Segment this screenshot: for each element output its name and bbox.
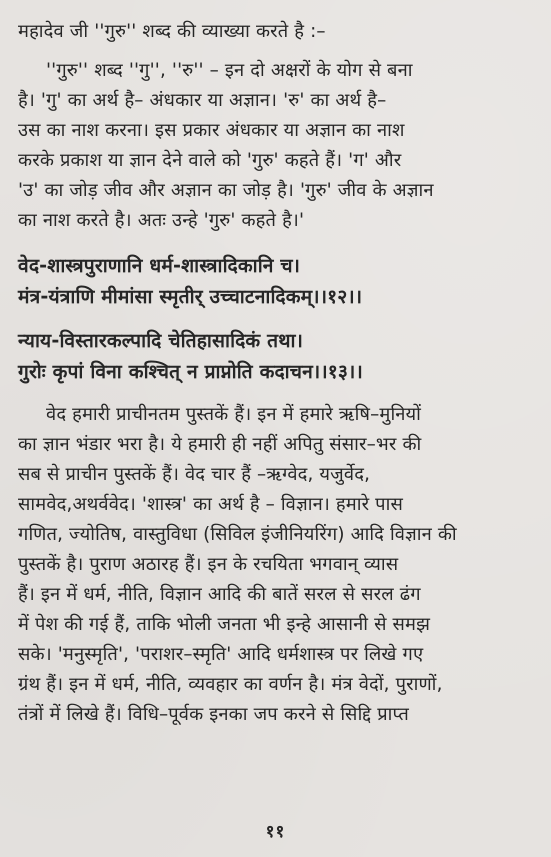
paragraph-line: सामवेद,अथर्ववेद। 'शास्त्र' का अर्थ है – विज्ञान। हमारे पास [18,494,403,515]
paragraph-line: में पेश की गई हैं, ताकि भोली जनता भी इन्हे आसानी से समझ [18,614,431,635]
paragraph-line: 'उ' का जोड़ जीव और अज्ञान का जोड़ है। 'गुरु' जीव के अज्ञान [18,180,434,201]
paragraph-scriptures [18,400,535,730]
verse-12 [18,250,535,312]
verse-line: मंत्र-यंत्राणि मीमांसा स्मृतीर् उच्चाटनादिकम्।।१२।। [18,285,363,308]
verse-line: गुरोः कृपां विना कश्चित् न प्राप्नोति कदाचन।।१३।। [18,360,363,383]
paragraph-line: का नाश करते है। अतः उन्हे 'गुरु' कहते है।' [18,210,305,231]
paragraph-line: है। 'गु' का अर्थ है– अंधकार या अज्ञान। 'रु' का अर्थ है– [18,90,387,111]
paragraph-line: ग्रंथ हैं। इन में धर्म, नीति, व्यवहार का वर्णन है। मंत्र वेदों, पुराणों, [18,674,443,695]
page-number: ११ [265,822,286,842]
paragraph-guru-meaning [18,56,535,236]
paragraph-line: गणित, ज्योतिष, वास्तुविधा (सिविल इंजीनियरिंग) आदि विज्ञान की [18,524,457,545]
verse-13 [18,325,535,387]
paragraph-line: ''गुरु'' शब्द ''गु'', ''रु'' – इन दो अक्षरों के योग से बना [46,60,413,81]
verse-line: न्याय-विस्तारकल्पादि चेतिहासादिकं तथा। [18,329,304,352]
intro-line: महादेव जी ''गुरु'' शब्द की व्याख्या करते है :– [18,21,326,42]
paragraph-line: करके प्रकाश या ज्ञान देने वाले को 'गुरु' कहते हैं। 'ग' और [18,150,402,171]
verse-line: वेद-शास्त्रपुराणानि धर्म-शास्त्रादिकानि च। [18,254,301,277]
paragraph-line: वेद हमारी प्राचीनतम पुस्तकें हैं। इन में हमारे ऋषि–मुनियों [46,404,422,425]
paragraph-line: पुस्तकें है। पुराण अठारह हैं। इन के रचयिता भगवान् व्यास [18,554,399,575]
paragraph-line: का ज्ञान भंडार भरा है। ये हमारी ही नहीं अपितु संसार–भर की [18,434,422,455]
paragraph-line: उस का नाश करना। इस प्रकार अंधकार या अज्ञान का नाश [18,120,405,141]
paragraph-line: तंत्रों में लिखे हैं। विधि–पूर्वक इनका जप करने से सिद्दि प्राप्त [18,704,409,725]
paragraph-line: हैं। इन में धर्म, नीति, विज्ञान आदि की बातें सरल से सरल ढंग [18,584,421,605]
paragraph-line: सब से प्राचीन पुस्तकें हैं। वेद चार हैं –ऋग्वेद, यजुर्वेद, [18,464,371,485]
spacer [18,236,535,250]
spacer [18,47,535,56]
paragraph-line: सके। 'मनुस्मृति', 'पराशर–स्मृति' आदि धर्मशास्त्र पर लिखे गए [18,644,424,665]
